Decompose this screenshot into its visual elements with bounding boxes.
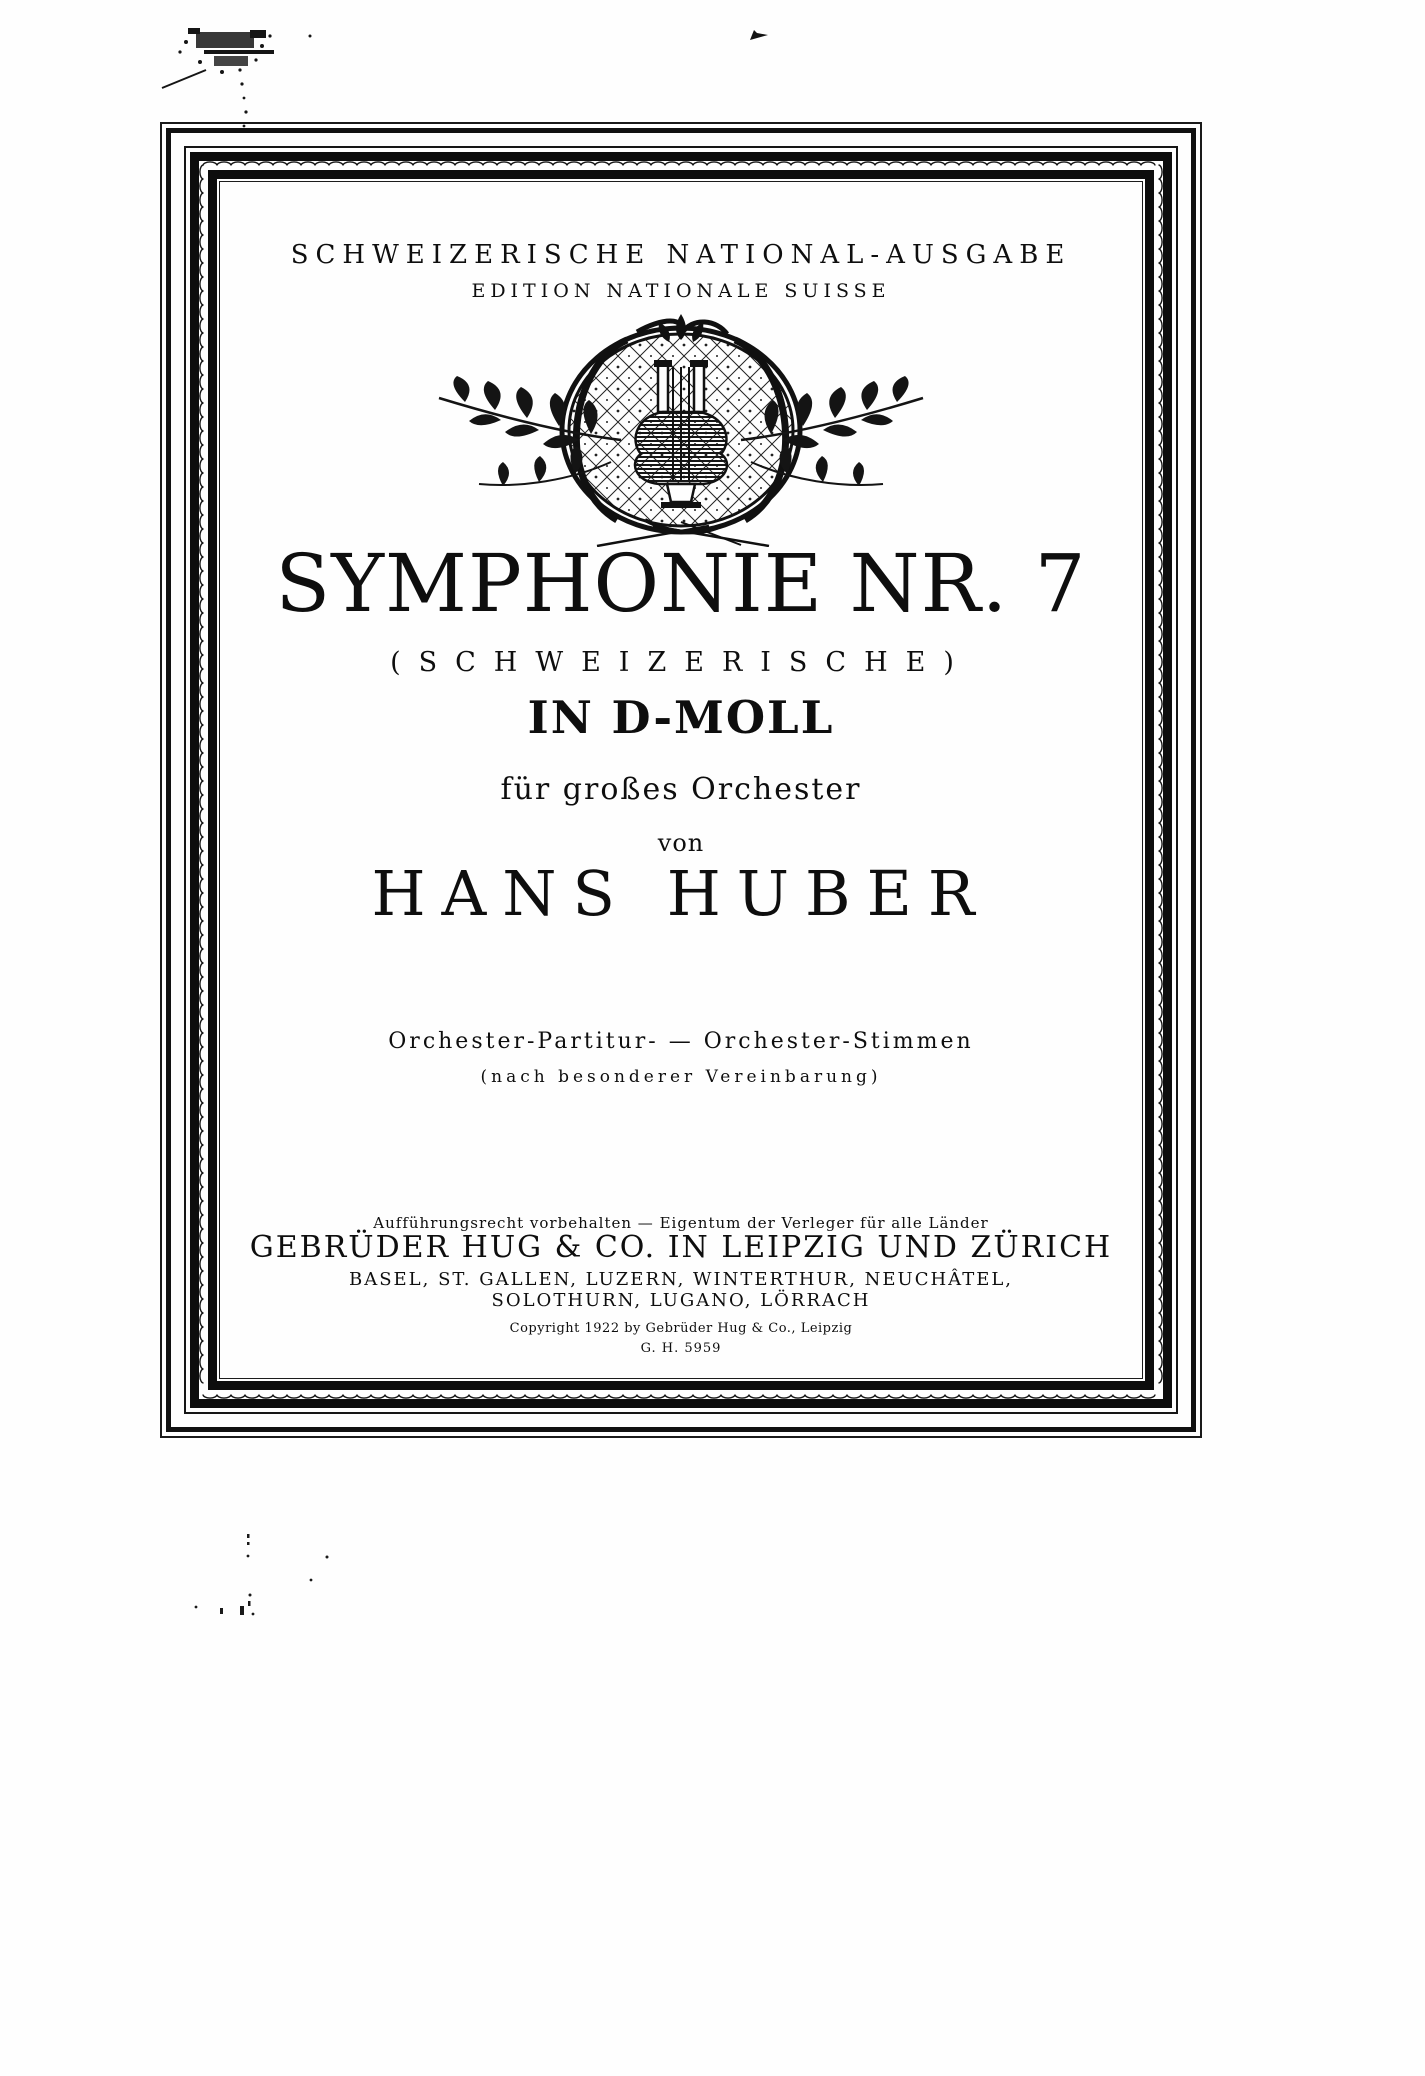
- rights-notice: Aufführungsrecht vorbehalten — Eigentum der Verleger für alle Länder: [373, 1214, 989, 1232]
- lyre-laurel-emblem: [431, 312, 931, 547]
- series-title-french: EDITION NATIONALE SUISSE: [471, 280, 891, 302]
- wave-border-band: [199, 161, 1163, 1399]
- copyright-notice: Copyright 1922 by Gebrüder Hug & Co., Leipzig: [509, 1321, 853, 1336]
- availability-line: Orchester-Partitur- — Orchester-Stimmen: [388, 1029, 974, 1054]
- publisher-cities-2: SOLOTHURN, LUGANO, LÖRRACH: [491, 1290, 871, 1311]
- title-page-content: [217, 179, 1145, 1381]
- publisher-name: GEBRÜDER HUG & CO. IN LEIPZIG UND ZÜRICH: [249, 1230, 1113, 1265]
- availability-note: (nach besonderer Vereinbarung): [480, 1067, 882, 1087]
- byline: von: [657, 829, 705, 857]
- plate-number: G. H. 5959: [640, 1341, 722, 1356]
- series-title: SCHWEIZERISCHE NATIONAL-AUSGABE: [290, 240, 1072, 270]
- work-title: SYMPHONIE NR. 7: [275, 537, 1087, 630]
- work-key: IN D-MOLL: [527, 691, 835, 744]
- ink-smudge: [162, 28, 312, 127]
- bottom-specks: [195, 1534, 329, 1615]
- page-border-frame: [160, 122, 1202, 1438]
- work-scoring: für großes Orchester: [500, 772, 862, 807]
- composer-name: HANS HUBER: [371, 857, 991, 930]
- work-subtitle: (SCHWEIZERISCHE): [390, 647, 972, 678]
- publisher-cities-1: BASEL, ST. GALLEN, LUZERN, WINTERTHUR, NEUCHÂTEL,: [348, 1269, 1014, 1290]
- stray-mark: [750, 30, 768, 40]
